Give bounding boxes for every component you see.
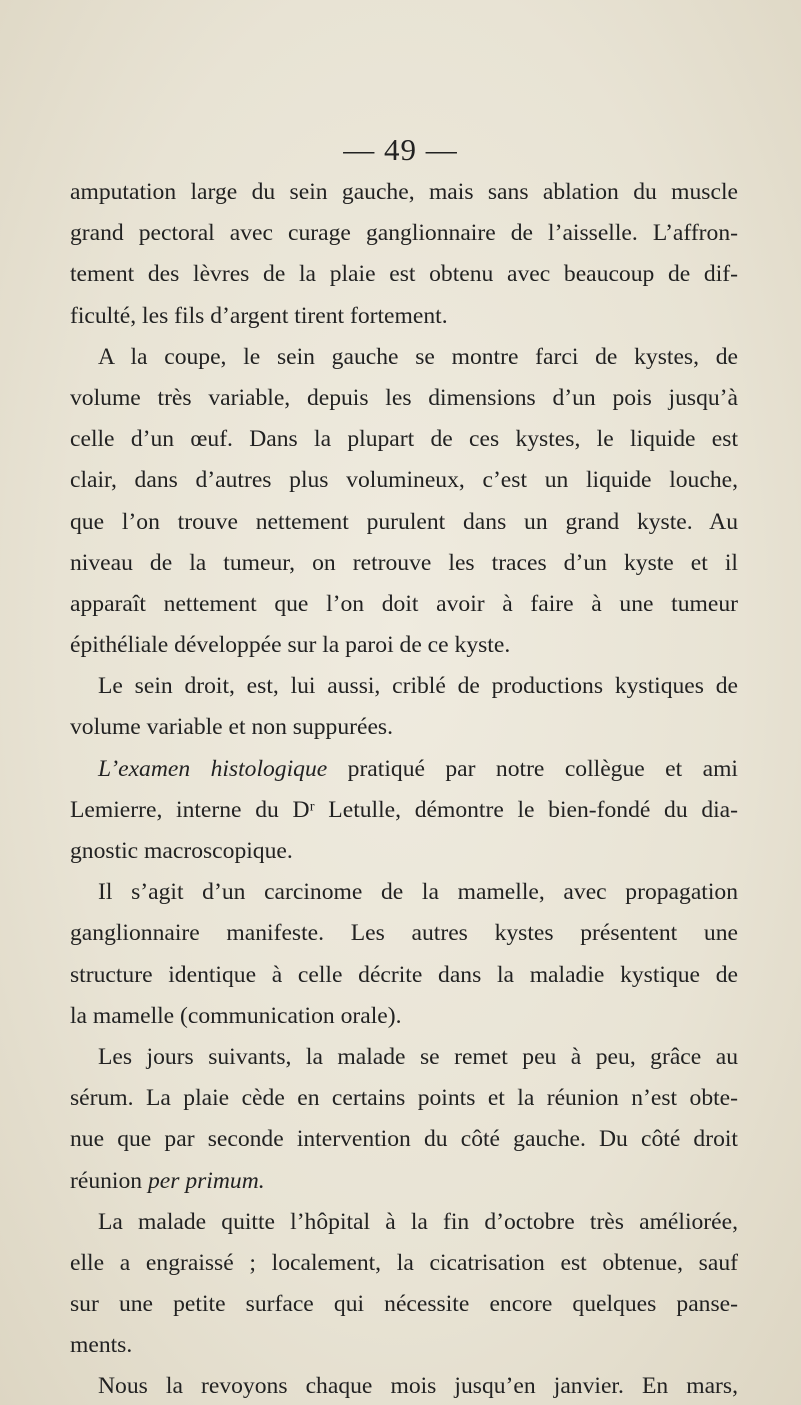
text-line: clair, dans d’autres plus volumineux, c’est un liquide louche,: [70, 467, 738, 494]
italic-term: L’examen histologique: [98, 755, 328, 782]
paragraph: [70, 172, 738, 337]
text-line: [70, 749, 738, 790]
text-segment: pratiqué par notre collègue et ami: [327, 755, 738, 782]
text-line: grand pectoral avec curage ganglionnaire de l’aisselle. L’affron-: [70, 220, 738, 247]
text-line: que l’on trouve nettement purulent dans un grand kyste. Au: [70, 508, 738, 535]
text-line: niveau de la tumeur, on retrouve les traces d’un kyste et il: [70, 549, 738, 576]
text-line: gnostic macroscopique.: [70, 838, 293, 864]
text-line: amputation large du sein gauche, mais sans ablation du muscle: [70, 179, 738, 205]
text-line: épithéliale développée sur la paroi de ce kyste.: [70, 632, 511, 659]
text-line: Le sein droit, est, lui aussi, criblé de productions kystiques de: [98, 673, 738, 700]
paragraph: [70, 749, 738, 873]
page-number: — 49 —: [343, 132, 458, 167]
text-line: elle a engraissé ; localement, la cicatrisation est obtenue, sauf: [70, 1249, 738, 1276]
body-text: [70, 172, 738, 1405]
italic-term: per primum.: [147, 1167, 265, 1194]
text-line: sérum. La plaie cède en certains points et la réunion n’est obte-: [70, 1085, 738, 1112]
text-line: La malade quitte l’hôpital à la fin d’octobre très améliorée,: [98, 1208, 738, 1235]
text-line: tement des lèvres de la plaie est obtenu avec beaucoup de dif-: [70, 261, 738, 288]
text-line: structure identique à celle décrite dans la maladie kystique de: [70, 961, 738, 988]
text-line: la mamelle (communication orale).: [70, 1002, 402, 1029]
text-line: celle d’un œuf. Dans la plupart de ces kystes, le liquide est: [70, 426, 738, 453]
paragraph: [70, 1037, 738, 1202]
paragraph: [70, 337, 738, 667]
text-line: volume variable et non suppurées.: [70, 714, 394, 741]
text-line: Les jours suivants, la malade se remet peu à peu, grâce au: [98, 1043, 738, 1070]
text-segment: réunion: [70, 1167, 148, 1194]
text-line: ganglionnaire manifeste. Les autres kystes présentent une: [70, 920, 738, 947]
text-line: [70, 1161, 738, 1202]
text-line: apparaît nettement que l’on doit avoir à faire à une tumeur: [70, 590, 738, 617]
paragraph: [70, 666, 738, 748]
text-line: Nous la revoyons chaque mois jusqu’en janvier. En mars,: [98, 1373, 738, 1400]
paragraph: [70, 1202, 738, 1367]
paragraph: [70, 1366, 738, 1405]
text-line: sur une petite surface qui nécessite encore quelques panse-: [70, 1291, 738, 1318]
text-line: A la coupe, le sein gauche se montre farci de kystes, de: [98, 343, 738, 370]
text-line: Lemierre, interne du Dʳ Letulle, démontre le bien-fondé du dia-: [70, 796, 738, 823]
text-line: volume très variable, depuis les dimensions d’un pois jusqu’à: [70, 384, 738, 411]
text-line: ficulté, les fils d’argent tirent fortement.: [70, 302, 448, 329]
text-line: nue que par seconde intervention du côté gauche. Du côté droit: [70, 1126, 738, 1153]
text-line: ments.: [70, 1332, 133, 1359]
paragraph: [70, 872, 738, 1037]
text-line: Il s’agit d’un carcinome de la mamelle, avec propagation: [98, 879, 738, 906]
